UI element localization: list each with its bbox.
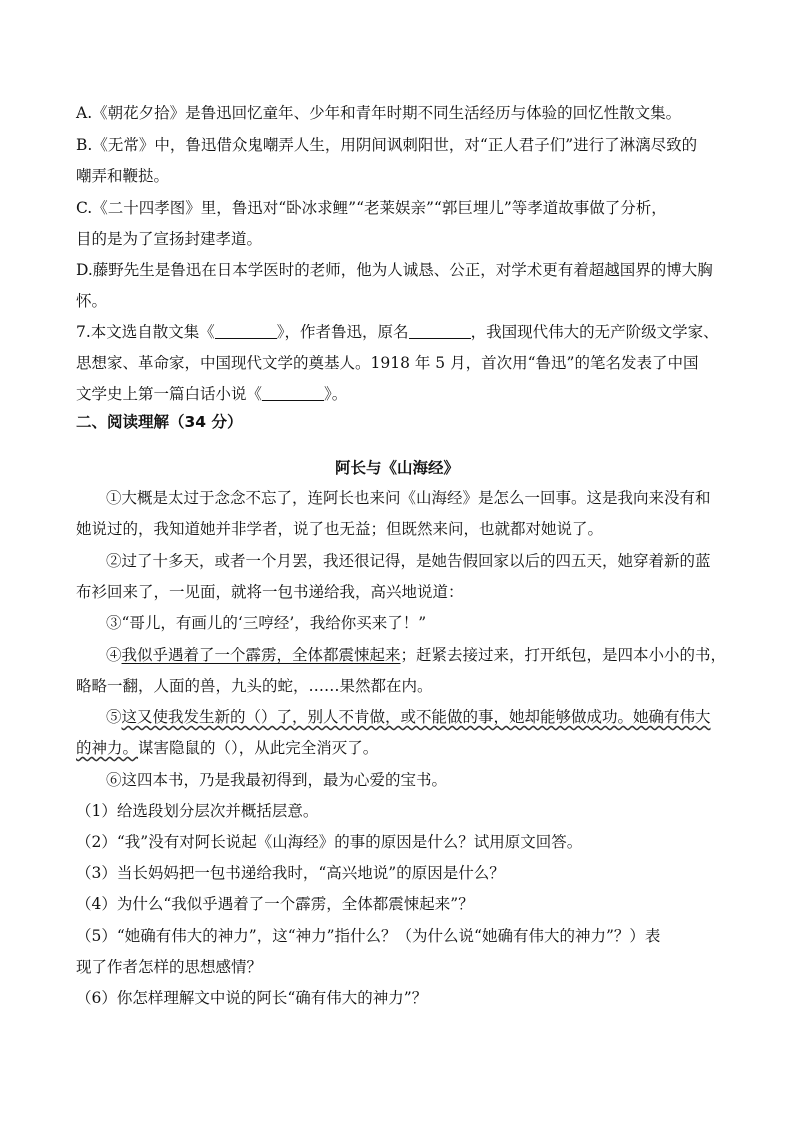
passage-title: 阿长与《山海经》: [334, 458, 459, 477]
p4-rest: ；赶紧去接过来，打开纸包，是四本小小的书，: [400, 646, 727, 664]
p5-wavy-sentence-2: 的神力。: [76, 739, 139, 757]
option-d-line-2: 怀。: [76, 292, 108, 310]
p4-number: ④: [106, 646, 122, 664]
question-1: （1）给选段划分层次并概括层意。: [76, 802, 319, 820]
question-4: （4）为什么“我似乎遇着了一个霹雳，全体都震悚起来”？: [76, 895, 474, 913]
question-2: （2）“我”没有对阿长说起《山海经》的事的原因是什么？试用原文回答。: [76, 833, 583, 851]
p5-wavy-sentence-1: 这又使我发生新的（）了，别人不肯做，或不能做的事，她却能够做成功。她确有伟大: [121, 708, 711, 726]
passage-paragraph-2-line-1: ②过了十多天，或者一个月罢，我还很记得，是她告假回家以后的四五天，她穿着新的蓝: [106, 552, 711, 570]
question-3: （3）当长妈妈把一包书递给我时，“高兴地说”的原因是什么？: [76, 864, 505, 882]
question-5-line-1: （5）“她确有伟大的神力”，这“神力”指什么？（为什么说“她确有伟大的神力”？）表: [76, 927, 661, 945]
p5-number: ⑤: [106, 708, 122, 726]
passage-paragraph-4-line-1: [106, 645, 756, 665]
option-c-line-1: C.《二十四孝图》里，鲁迅对“卧冰求鲤”“老莱娱亲”“郭巨埋儿”等孝道故事做了分析，: [76, 199, 667, 217]
option-a-line-1: A.《朝花夕拾》是鲁迅回忆童年、少年和青年时期不同生活经历与体验的回忆性散文集。: [76, 104, 682, 122]
p4-underlined-sentence: 我似乎遇着了一个霹雳，全体都震悚起来: [121, 646, 401, 664]
passage-paragraph-6: ⑥这四本书，乃是我最初得到，最为心爱的宝书。: [106, 771, 448, 789]
question-7-line-2: 思想家、革命家，中国现代文学的奠基人。1918 年 5 月，首次用“鲁迅”的笔名发表了中国: [76, 354, 699, 372]
passage-paragraph-4-line-2: 略略一翻，人面的兽，九头的蛇，……果然都在内。: [76, 677, 433, 695]
passage-paragraph-2-line-2: 布衫回来了，一见面，就将一包书递给我，高兴地说道：: [76, 583, 464, 601]
option-b-line-2: 嘲弄和鞭挞。: [76, 167, 170, 185]
passage-paragraph-5-line-1: [106, 707, 756, 727]
question-7-line-3: [76, 384, 726, 404]
q7-part-4: 文学史上第一篇白话小说《: [76, 385, 263, 403]
question-5-line-2: 现了作者怎样的思想感情？: [76, 958, 263, 976]
q7-part-1: 7.本文选自散文集《: [76, 323, 215, 341]
q7-blank-novel[interactable]: [262, 386, 324, 401]
option-c-line-2: 目的是为了宣扬封建孝道。: [76, 230, 263, 248]
passage-paragraph-1-line-2: 她说过的，我知道她并非学者，说了也无益；但既然来问，也就都对她说了。: [76, 520, 604, 538]
option-b-line-1: B.《无常》中，鲁迅借众鬼嘲弄人生，用阴间讽刺阳世，对“正人君子们”进行了淋漓尽致的: [76, 136, 698, 154]
q7-part-3: ，我国现代伟大的无产阶级文学家、: [470, 323, 719, 341]
passage-paragraph-3: ③“哥儿，有画儿的‘三哼经’，我给你买来了！”: [106, 614, 427, 632]
question-7-line-1: [76, 322, 726, 342]
passage-paragraph-1-line-1: ①大概是太过于念念不忘了，连阿长也来问《山海经》是怎么一回事。这是我向来没有和: [106, 489, 711, 507]
question-6: （6）你怎样理解文中说的阿长“确有伟大的神力”？: [76, 989, 428, 1007]
section-heading: 二、阅读理解（34 分）: [76, 413, 243, 431]
p5-rest: 谋害隐鼠的（），从此完全消灭了。: [138, 739, 379, 757]
option-d-line-1: D.藤野先生是鲁迅在日本学医时的老师，他为人诚恳、公正，对学术更有着超越国界的博大胸: [76, 261, 713, 279]
q7-part-5: 》。: [324, 385, 348, 403]
q7-blank-collection[interactable]: [215, 324, 277, 339]
q7-part-2: 》，作者鲁迅，原名: [276, 323, 409, 341]
q7-blank-original-name[interactable]: [409, 324, 471, 339]
passage-paragraph-5-line-2: [76, 738, 726, 758]
